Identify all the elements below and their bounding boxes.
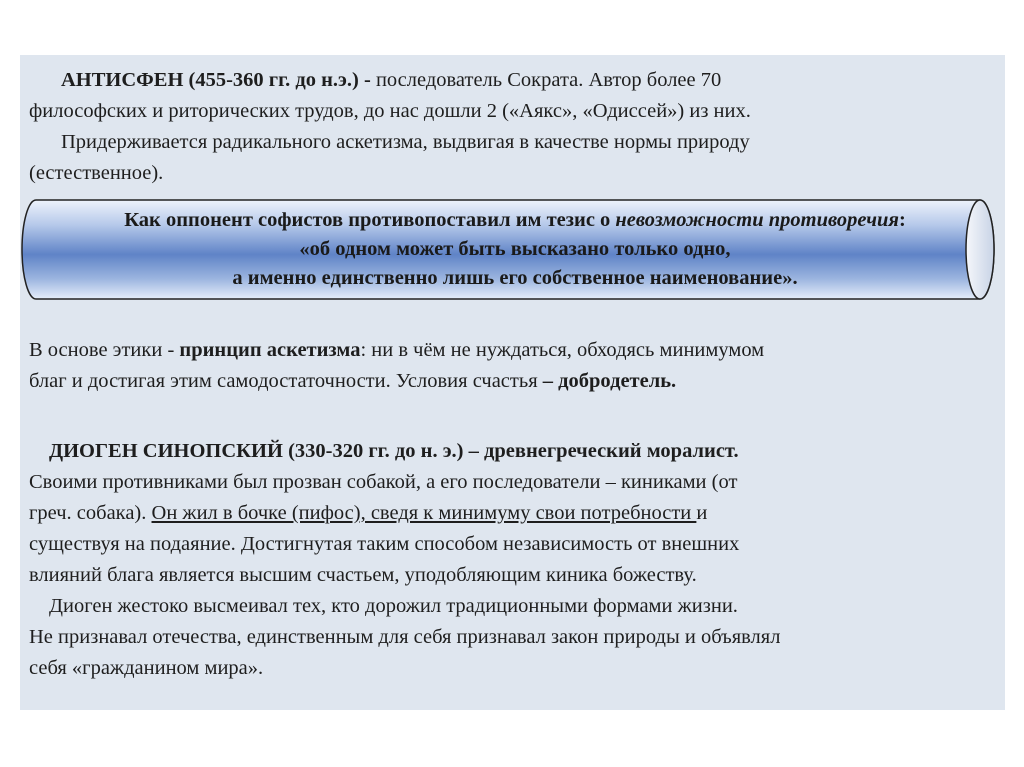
diogenes-line7: Не признавал отечества, единственным для себя признавал закон природы и объявлял: [29, 626, 781, 648]
antisthenes-dates: (455-360 гг. до н.э.): [188, 69, 359, 91]
banner-line1-italic: невозможности противоречия: [615, 209, 899, 231]
banner-text: [20, 206, 1010, 293]
ethics-section: [29, 335, 995, 397]
ethics-principle: принцип аскетизма: [179, 339, 361, 361]
diogenes-intro: [29, 436, 995, 591]
antisthenes-intro: [29, 65, 995, 127]
banner-line2: «об одном может быть высказано только одно,: [299, 238, 731, 260]
ethics-line1-rest: : ни в чём не нуждаться, обходясь минимумом: [360, 339, 765, 361]
ethics-paragraph: [29, 335, 995, 397]
banner-line1-prefix: Как оппонент софистов противопоставил им тезис о: [124, 209, 616, 231]
banner-line1: [20, 206, 1010, 235]
diogenes-name: ДИОГЕН СИНОПСКИЙ: [49, 440, 283, 462]
antisthenes-asceticism-line2: (естественное).: [29, 162, 164, 184]
diogenes-line3-prefix: греч. собака).: [29, 502, 152, 524]
banner-line3: а именно единственно лишь его собственное наименование».: [232, 267, 798, 289]
ethics-prefix: В основе этики -: [29, 339, 180, 361]
diogenes-dates: (330-320 гг. до н. э.): [288, 440, 464, 462]
diogenes-line4: существуя на подаяние. Достигнутая таким способом независимость от внешних: [29, 533, 740, 555]
diogenes-line2: Своими противниками был прозван собакой, а его последователи – киниками (от: [29, 471, 738, 493]
antisthenes-desc-line1: последователь Сократа. Автор более 70: [375, 69, 722, 91]
antisthenes-desc-line2: философских и риторических трудов, до нас дошли 2 («Аякс», «Одиссей») из них.: [29, 100, 751, 122]
antisthenes-section: [29, 65, 995, 189]
diogenes-final: [29, 622, 995, 684]
banner-line1-suffix: :: [898, 209, 906, 231]
diogenes-line3-underline: Он жил в бочке (пифос), сведя к минимуму свои потребности: [151, 502, 697, 524]
diogenes-line3-suffix: и: [696, 502, 708, 524]
thesis-banner: [20, 198, 1005, 301]
diogenes-line8: себя «гражданином мира».: [29, 657, 264, 679]
diogenes-title: – древнегреческий моралист.: [468, 440, 739, 462]
diogenes-line6: Диоген жестоко высмеивал тех, кто дорожил традиционными формами жизни.: [49, 595, 738, 617]
antisthenes-dash: -: [363, 69, 371, 91]
diogenes-line5: влияний блага является высшим счастьем, уподобляющим киника божеству.: [29, 564, 697, 586]
ethics-line2-prefix: благ и достигая этим самодостаточности. Условия счастья: [29, 370, 543, 392]
antisthenes-asceticism: [29, 127, 995, 189]
antisthenes-name: АНТИСФЕН: [61, 69, 184, 91]
diogenes-section: [29, 436, 995, 684]
antisthenes-asceticism-line1: Придерживается радикального аскетизма, выдвигая в качестве нормы природу: [61, 131, 750, 153]
ethics-virtue: – добродетель.: [542, 370, 677, 392]
